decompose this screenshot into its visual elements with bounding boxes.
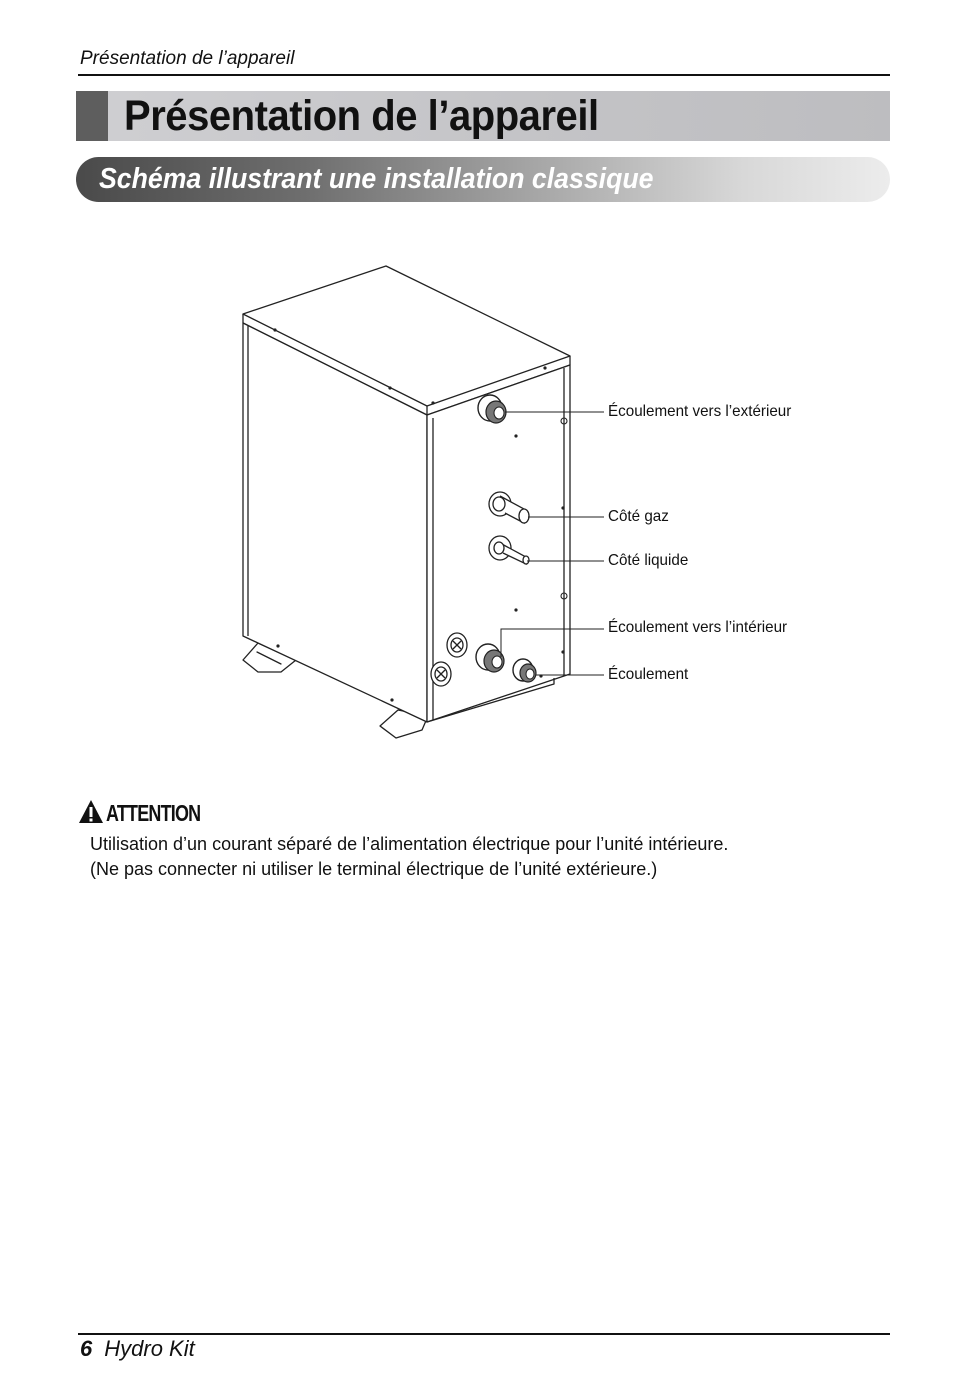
- attention-label: ATTENTION: [106, 800, 201, 826]
- footer-rule: [78, 1333, 890, 1335]
- attention-text-line-2: (Ne pas connecter ni utiliser le terminal électrique de l’unité extérieure.): [90, 859, 658, 879]
- running-head: Présentation de l’appareil: [80, 48, 295, 69]
- attention-text-line-1: Utilisation d’un courant séparé de l’alimentation électrique pour l’unité intérieure.: [90, 834, 729, 854]
- warning-triangle-icon: [78, 799, 104, 825]
- footer: [80, 1336, 195, 1362]
- section-title: Schéma illustrant une installation classique: [99, 163, 654, 195]
- label-liquid-side: Côté liquide: [608, 552, 689, 569]
- page-number: 6: [80, 1336, 93, 1361]
- label-outlet-exterior: Écoulement vers l’extérieur: [608, 403, 792, 420]
- doc-name: Hydro Kit: [104, 1336, 195, 1361]
- label-drain: Écoulement: [608, 666, 689, 683]
- page-title: Présentation de l’appareil: [124, 92, 599, 140]
- label-gas-side: Côté gaz: [608, 508, 669, 525]
- label-inlet-interior: Écoulement vers l’intérieur: [608, 619, 788, 636]
